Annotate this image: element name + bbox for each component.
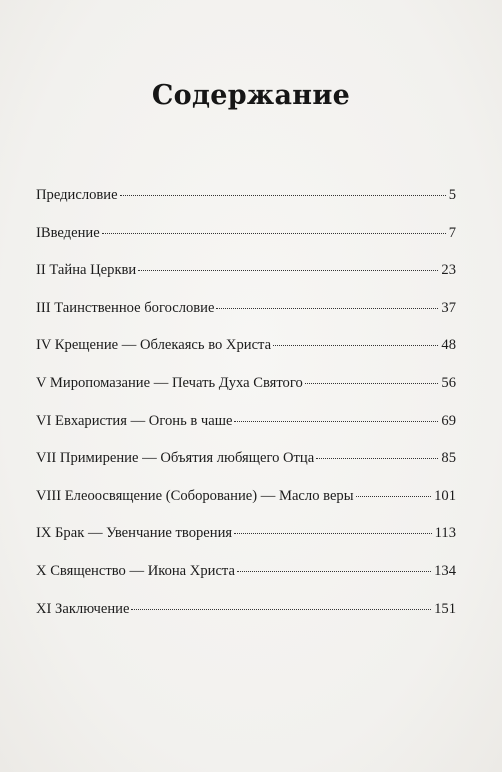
toc-entry-title: VII Примирение — Объятия любящего Отца <box>36 450 315 467</box>
dot-leader <box>356 496 432 497</box>
toc-entry-page: 48 <box>441 337 456 354</box>
toc-entry <box>36 483 456 521</box>
toc-entry-title: III Таинственное богословие <box>36 299 215 316</box>
toc-entry-page: 23 <box>441 262 456 279</box>
toc-entry-page: 101 <box>434 487 456 504</box>
toc-entry <box>36 445 456 483</box>
toc-entry-title: IV Крещение — Облекаясь во Христа <box>36 337 272 354</box>
dot-leader <box>237 571 431 572</box>
toc-entry <box>36 596 456 634</box>
table-of-contents <box>36 182 456 633</box>
page-title: Содержание <box>151 80 351 111</box>
toc-entry-page: 151 <box>434 600 456 617</box>
toc-entry-page: 37 <box>441 299 456 316</box>
toc-entry <box>36 332 456 370</box>
toc-entry <box>36 257 456 295</box>
toc-entry-page: 134 <box>434 562 456 579</box>
toc-entry-title: VIII Елеоосвящение (Соборование) — Масло веры <box>36 487 354 504</box>
toc-entry-page: 85 <box>441 450 456 467</box>
toc-entry <box>36 220 456 258</box>
dot-leader <box>120 195 446 196</box>
toc-entry-title: Предисловие <box>36 187 118 203</box>
toc-entry-page: 7 <box>448 224 456 241</box>
dot-leader <box>316 458 438 459</box>
dot-leader <box>102 233 446 234</box>
toc-entry-page: 56 <box>441 374 456 391</box>
dot-leader <box>216 308 438 309</box>
toc-entry <box>36 295 456 333</box>
toc-entry-title: VI Евхаристия — Огонь в чаше <box>36 412 233 429</box>
dot-leader <box>273 345 438 346</box>
toc-entry <box>36 558 456 596</box>
toc-entry-page: 5 <box>448 187 456 203</box>
toc-entry-title: XI Заключение <box>36 600 130 617</box>
toc-entry <box>36 520 456 558</box>
dot-leader <box>234 533 432 534</box>
toc-entry <box>36 408 456 446</box>
toc-entry-title: V Миропомазание — Печать Духа Святого <box>36 374 303 391</box>
toc-entry-page: 69 <box>441 412 456 429</box>
toc-entry-title: IВведение <box>36 224 100 241</box>
dot-leader <box>305 383 439 384</box>
toc-entry-title: IX Брак — Увенчание творения <box>36 525 233 542</box>
dot-leader <box>138 270 438 271</box>
toc-entry-page: 113 <box>434 525 456 542</box>
toc-entry-title: II Тайна Церкви <box>36 262 137 279</box>
dot-leader <box>234 421 438 422</box>
dot-leader <box>131 609 431 610</box>
toc-entry-title: X Священство — Икона Христа <box>36 562 235 579</box>
toc-entry <box>36 370 456 408</box>
toc-entry <box>36 182 456 220</box>
